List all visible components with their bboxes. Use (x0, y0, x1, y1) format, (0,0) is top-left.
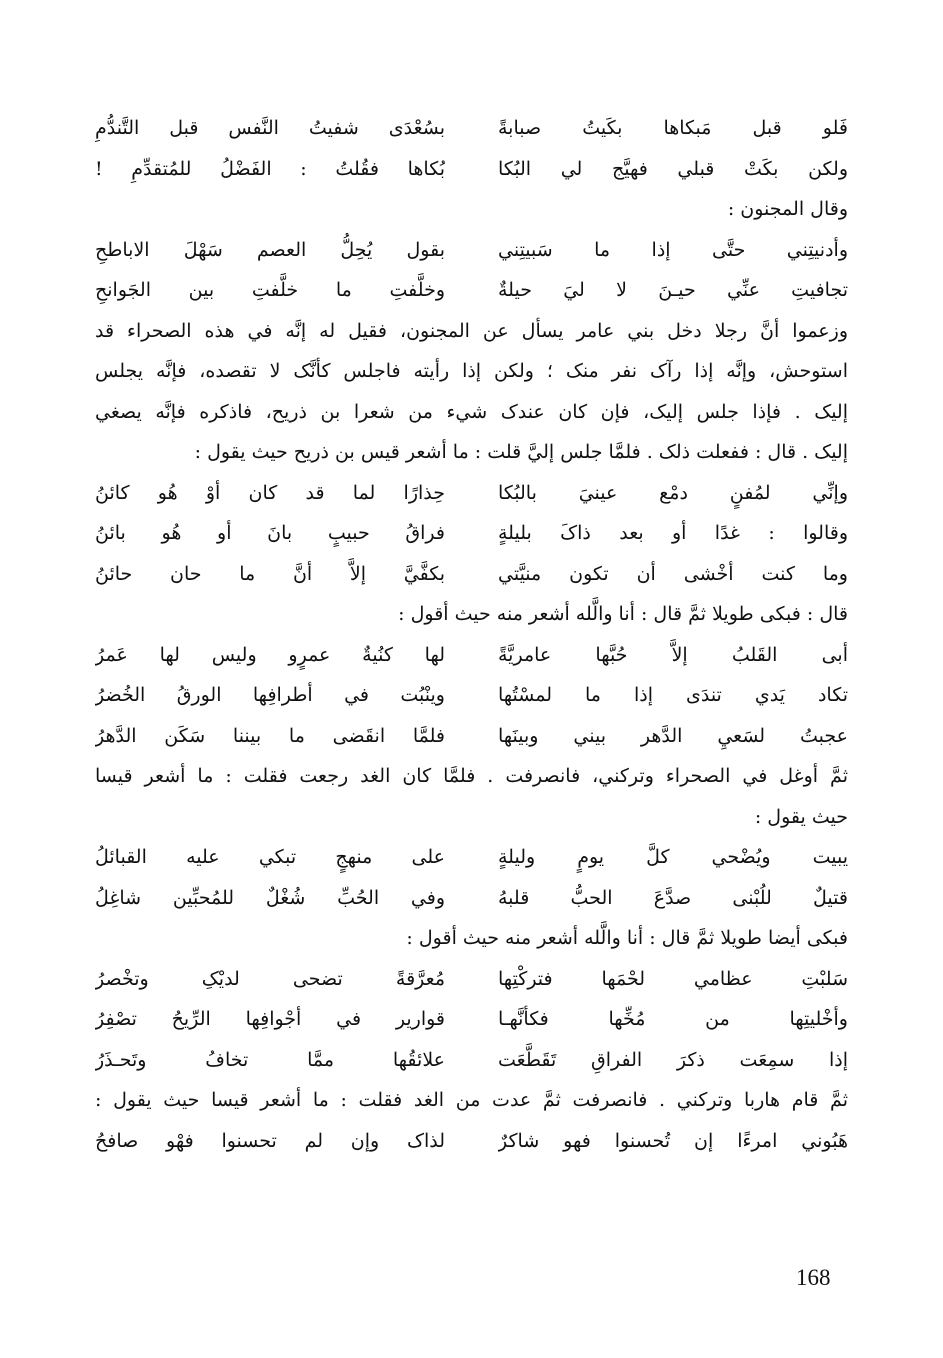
verse-first-hemistich: هَبُوني امرءًا إن تُحسنوا فهو شاكرٌ (498, 1129, 848, 1152)
verse-second-hemistich: وخلَّفتِ ما خلَّفتِ بين الجَوانحِ (95, 279, 445, 301)
verse-second-hemistich: بقول يُحِلُّ العصم سَهْلَ الاباطحِ (95, 238, 445, 261)
prose-line: إليک . قال : ففعلت ذلک . فلمَّا جلس إليَّ قلت : ما أشعر قيس بن ذريح حيث يقول : (194, 441, 848, 463)
prose-line: وزعموا أنَّ رجلا دخل بني عامر يسأل عن المجنون، فقيل له إنَّه في هذه الصحراء قد (95, 319, 848, 342)
verse-second-hemistich: قوارير في أجْوافِها الرِّيحُ تصْفِرُ (95, 1008, 445, 1030)
prose-line: فبکی أيضا طويلا ثمَّ قال : أنا والَّله أشعر منه حيث أقول : (406, 927, 848, 949)
verse-second-hemistich: فلمَّا انقَضى ما بيننا سَكَن الدَّهرُ (95, 724, 445, 747)
intro-line: حيث يقول : (754, 805, 848, 828)
verse-line (95, 716, 848, 757)
prose-line: استوحش، وإنَّه إذا رآک نفر منک ؛ ولکن إذا رأيته فاجلس کأنَّک لا تقصده، فإنَّه يجلس (95, 360, 848, 382)
prose-line: إليک . فإذا جلس إليک، فإن کان عندک شيء من شعرا بن ذريح، فاذکره فإنَّه يصغي (95, 400, 848, 423)
verse-line (95, 837, 848, 878)
verse-first-hemistich: وإنِّي لمُفنٍ دمْع عينيَ بالبُكا (498, 481, 848, 504)
verse-second-hemistich: وفي الحُبِّ شُغْلٌ للمُحبِّين شاغِلُ (95, 886, 445, 909)
verse-second-hemistich: وينْبُت في أطرافِها الورقُ الخُضرُ (95, 684, 445, 706)
verse-first-hemistich: وقالوا : غدًا أو بعد ذاکَ بليلةٍ (498, 522, 848, 544)
verse-line (95, 878, 848, 919)
verse-first-hemistich: وأدنيتِني حتَّى إذا ما سَبيتِني (498, 238, 848, 261)
verse-line (95, 230, 848, 271)
verse-first-hemistich: تکاد يَدي تندَى إذا ما لمسْتُها (498, 684, 848, 706)
verse-line (95, 959, 848, 1000)
page-number: 168 (796, 1265, 831, 1290)
verse-line (95, 999, 848, 1040)
verse-first-hemistich: سَلبْتِ عظامي لحْمَها فترکْتِها (498, 967, 848, 990)
verse-line (95, 554, 848, 595)
verse-line (95, 473, 848, 514)
verse-second-hemistich: بسُعْدَى شفيتُ النَّفس قبل التَّندُّمِ (95, 117, 445, 139)
prose-line: ثمَّ قام هاربا وترکني . فانصرفت ثمَّ عدت من الغد فقلت : ما أشعر قيسا حيث يقول : (95, 1089, 848, 1111)
verse-second-hemistich: لها كنُيةٌ عمرٍو وليس لها عَمرُ (95, 643, 445, 666)
verse-first-hemistich: قتيلٌ للُبْنى صدَّعَ الحبُّ قلبهُ (498, 886, 848, 909)
verse-first-hemistich: عجبتُ لسَعيِ الدَّهر بيني وبينَها (498, 724, 848, 747)
verse-line (95, 513, 848, 554)
verse-second-hemistich: حِذارًا لما قد كان أوْ هُو كائنُ (95, 481, 445, 504)
verse-first-hemistich: وأخْليتِها من مُخِّها فكأنَّهـا (498, 1008, 848, 1030)
verse-line (95, 675, 848, 716)
verse-second-hemistich: بكفَّيَّ إلاَّ أنَّ ما حان حائنُ (95, 562, 445, 585)
verse-line (95, 149, 848, 190)
verse-first-hemistich: وما کنت أخْشى أن تكون منيَّتي (498, 562, 848, 585)
verse-line (95, 1040, 848, 1081)
verse-first-hemistich: إذا سمِعَت ذکرَ الفراقِ تَقَطَّعَت (498, 1048, 848, 1071)
text-block (95, 108, 848, 1161)
verse-first-hemistich: فَلو قبل مَبكاها بكَيتُ صبابةً (498, 117, 848, 139)
verse-first-hemistich: أبى القَلبُ إلاَّ حُبَّها عامريَّةً (498, 643, 848, 666)
verse-first-hemistich: تجافيتِ عنِّي حيـنَ لا ليَ حيلةٌ (498, 279, 848, 301)
verse-line (95, 108, 848, 149)
prose-line: قال : فبکی طويلا ثمَّ قال : أنا والَّله أشعر منه حيث أقول : (398, 603, 848, 625)
verse-line (95, 635, 848, 676)
verse-first-hemistich: يبيت ويُضْحي كلَّ يومٍ وليلةٍ (498, 846, 848, 868)
verse-second-hemistich: على منهجٍ تبکي عليه القبائلُ (95, 846, 445, 868)
intro-line: وقال المجنون : (727, 198, 848, 220)
verse-second-hemistich: فراقُ حبيبٍ بانَ أو هُو بائنُ (95, 522, 445, 544)
verse-line (95, 270, 848, 311)
verse-second-hemistich: لذاک وإن لم تحسنوا فهْو صافحُ (95, 1129, 445, 1152)
verse-first-hemistich: ولكن بكَتْ قبلي فهيَّج لي البُكا (498, 157, 848, 180)
verse-second-hemistich: مُعرَّقةً تضحى لديْکِ وتخْصرُ (95, 967, 445, 990)
verse-second-hemistich: بُكاها فقُلتُ : الفَضْلُ للمُتقدِّمِ ! (95, 157, 445, 180)
verse-second-hemistich: علائقُها ممَّا تخافُ وتَحـذَرُ (95, 1048, 445, 1071)
prose-line: ثمَّ أوغل في الصحراء وترکني، فانصرفت . فلمَّا کان الغد رجعت فقلت : ما أشعر قيسا (95, 765, 848, 787)
verse-line (95, 1121, 848, 1162)
